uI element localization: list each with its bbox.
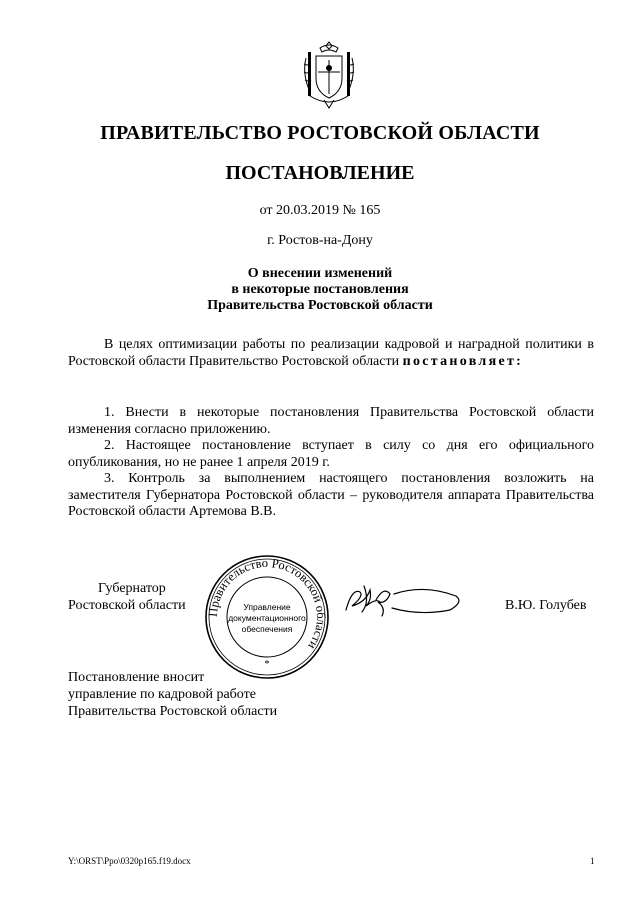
file-path: Y:\ORST\Ppo\0320p165.f19.docx	[68, 856, 191, 866]
stamp-inner-line-2: документационного	[228, 613, 306, 623]
stamp-inner-line-3: обеспечения	[241, 624, 293, 634]
handwritten-signature-icon	[342, 580, 472, 620]
resolution-item-2: 2. Настоящее постановление вступает в силу со дня его официального опубликования, но не ранее 1 апреля 2019 г.	[68, 438, 594, 470]
stamp-star-icon: *	[264, 659, 270, 670]
preamble-paragraph	[68, 337, 594, 370]
document-city: г. Ростов-на-Дону	[267, 233, 373, 248]
resolution-item-3: 3. Контроль за выполнением настоящего постановления возложить на заместителя Губернатора Ростовской области – руководителя аппарата Правительства Ростовской области Артемова В.В.	[68, 471, 594, 519]
official-stamp-icon	[203, 553, 331, 681]
document-subject	[0, 266, 640, 314]
subject-line-2: в некоторые постановления	[231, 282, 409, 297]
subject-line-3: Правительства Ростовской области	[207, 298, 433, 313]
signer-title-line-1: Губернатор	[98, 581, 166, 596]
page-number: 1	[590, 856, 595, 866]
preamble-text: В целях оптимизации работы по реализации кадровой и наградной политики в Ростовской области Правительство Ростовской области	[68, 337, 594, 369]
submitted-by-line-2: управление по кадровой работе	[68, 687, 256, 702]
stamp-inner-line-1: Управление	[243, 602, 291, 612]
decision-word: постановляет:	[402, 353, 524, 369]
organization-title: ПРАВИТЕЛЬСТВО РОСТОВСКОЙ ОБЛАСТИ	[100, 122, 540, 144]
coat-of-arms-icon	[298, 38, 360, 112]
signer-title-line-2: Ростовской области	[68, 598, 186, 613]
stamp-outer-text: Правительство Ростовской области	[205, 555, 329, 652]
document-type: ПОСТАНОВЛЕНИЕ	[225, 162, 415, 184]
document-date-number: от 20.03.2019 № 165	[259, 203, 381, 218]
submitted-by-block	[68, 669, 277, 720]
signer-name: В.Ю. Голубев	[505, 598, 587, 613]
resolution-item-1: 1. Внести в некоторые постановления Правительства Ростовской области изменения согласно приложению.	[68, 405, 594, 437]
resolution-items	[68, 405, 594, 521]
subject-line-1: О внесении изменений	[247, 266, 393, 281]
submitted-by-line-1: Постановление вносит	[68, 670, 205, 685]
submitted-by-line-3: Правительства Ростовской области	[68, 704, 278, 719]
